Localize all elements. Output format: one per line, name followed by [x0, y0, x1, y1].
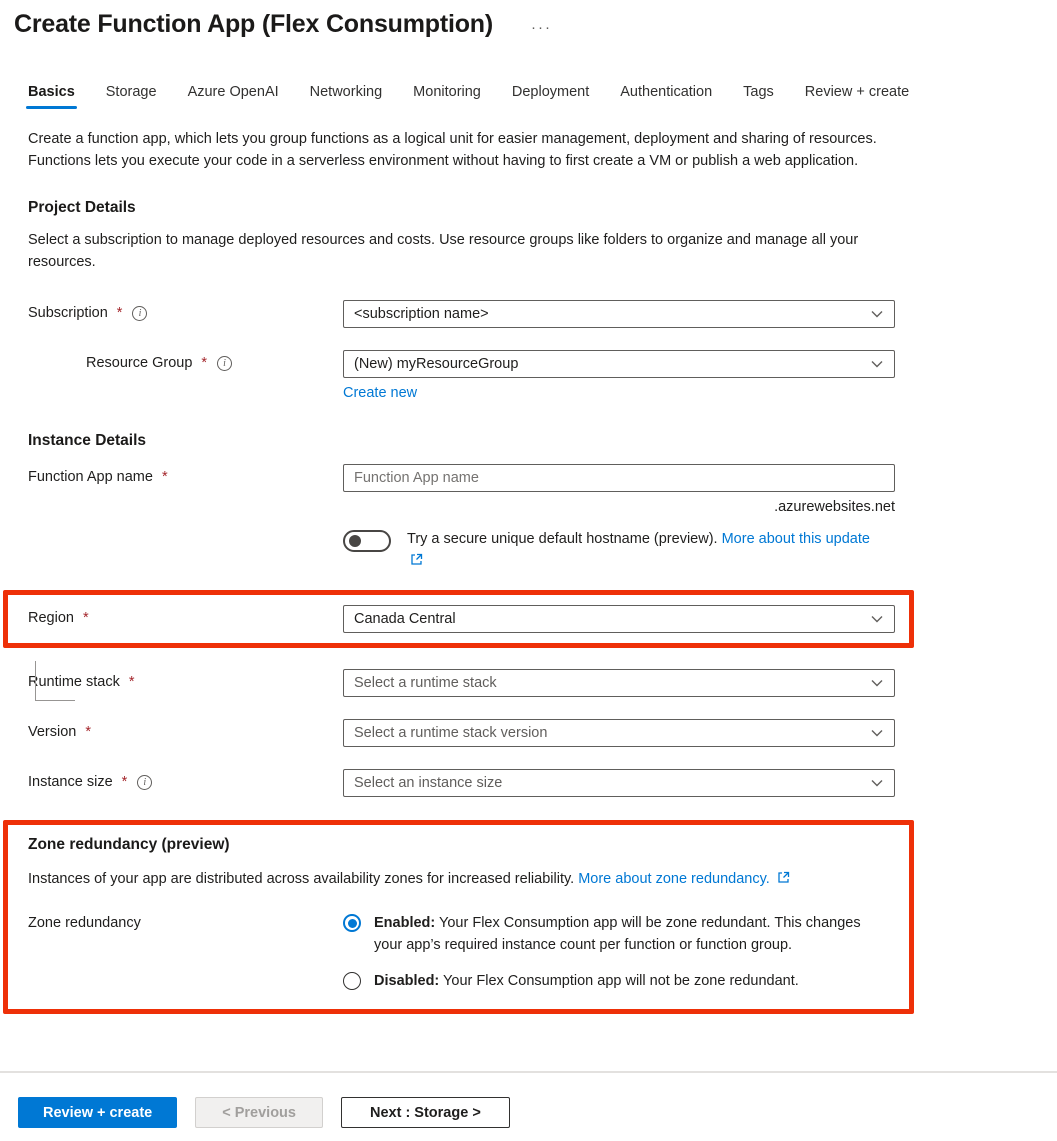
- runtime-stack-row: [28, 669, 1057, 697]
- intro-text: Create a function app, which lets you group functions as a logical unit for easier management, deployment and sharing of resources. Functions lets you execute your code in a serverless environment without having to first create a VM or publish a web application.: [28, 131, 877, 169]
- create-new-link[interactable]: Create new: [343, 385, 418, 401]
- basics-form: [0, 300, 1057, 1014]
- zone-redundancy-radio-group: [343, 912, 883, 992]
- footer-divider: [0, 1071, 1057, 1073]
- zone-redundancy-label: Zone redundancy: [28, 915, 141, 931]
- secure-hostname-toggle[interactable]: [343, 530, 391, 552]
- tab-basics[interactable]: Basics: [28, 84, 75, 109]
- info-icon[interactable]: i: [137, 775, 152, 790]
- secure-hostname-row: [343, 528, 895, 573]
- page-header: [0, 0, 1057, 39]
- required-asterisk: *: [121, 774, 128, 790]
- required-asterisk: *: [85, 724, 92, 740]
- version-label: Version *: [28, 724, 92, 740]
- external-link-icon: [777, 870, 790, 891]
- previous-button[interactable]: < Previous: [195, 1097, 323, 1128]
- function-app-name-field-wrap: [343, 464, 895, 492]
- function-app-name-input[interactable]: [354, 470, 884, 486]
- resource-group-connector: [35, 661, 75, 701]
- review-create-button[interactable]: Review + create: [18, 1097, 177, 1128]
- region-row: [28, 605, 896, 633]
- region-label: Region *: [28, 610, 89, 626]
- external-link-icon: [410, 551, 423, 573]
- zone-redundancy-enabled-radio[interactable]: [343, 914, 361, 932]
- required-asterisk: *: [128, 674, 135, 690]
- more-about-update-link[interactable]: More about this update: [721, 531, 870, 547]
- chevron-down-icon: [870, 726, 884, 740]
- subscription-label: Subscription * i: [28, 300, 343, 321]
- chevron-down-icon: [870, 776, 884, 790]
- chevron-down-icon: [870, 357, 884, 371]
- zone-redundancy-enabled-option: [343, 912, 883, 956]
- info-icon[interactable]: i: [217, 356, 232, 371]
- region-highlight-annotation: [3, 590, 914, 648]
- runtime-stack-select[interactable]: Select a runtime stack: [343, 669, 895, 697]
- domain-suffix: .azurewebsites.net: [774, 499, 895, 515]
- instance-size-label: Instance size * i: [28, 769, 343, 790]
- function-app-name-label: Function App name *: [28, 469, 168, 485]
- wizard-tabs: [0, 84, 1057, 109]
- tab-review-create[interactable]: Review + create: [804, 84, 910, 100]
- version-row: [28, 719, 1057, 747]
- resource-group-select[interactable]: (New) myResourceGroup: [343, 350, 895, 378]
- zone-redundancy-disabled-radio[interactable]: [343, 972, 361, 990]
- resource-group-label: Resource Group * i: [28, 350, 343, 371]
- chevron-down-icon: [870, 307, 884, 321]
- required-asterisk: *: [201, 355, 208, 371]
- chevron-down-icon: [870, 676, 884, 690]
- tab-tags[interactable]: Tags: [743, 84, 774, 100]
- info-icon[interactable]: i: [132, 306, 147, 321]
- required-asterisk: *: [116, 305, 123, 321]
- toggle-knob: [349, 535, 361, 547]
- instance-size-select[interactable]: Select an instance size: [343, 769, 895, 797]
- zone-redundancy-heading: Zone redundancy (preview): [28, 836, 230, 853]
- function-app-name-row: [28, 464, 1057, 573]
- project-details-description: Select a subscription to manage deployed resources and costs. Use resource groups like folders to organize and manage all your resources.: [28, 232, 859, 270]
- secure-hostname-text: Try a secure unique default hostname (preview). More about this update: [407, 528, 885, 573]
- tab-storage[interactable]: Storage: [105, 84, 157, 100]
- tab-authentication[interactable]: Authentication: [620, 84, 713, 100]
- instance-size-row: [28, 769, 1057, 797]
- instance-details-heading: Instance Details: [28, 432, 147, 449]
- resource-group-row: [28, 350, 1057, 402]
- required-asterisk: *: [82, 610, 89, 626]
- subscription-row: [28, 300, 1057, 328]
- page-title: Create Function App (Flex Consumption): [14, 10, 493, 38]
- zone-redundancy-highlight-annotation: [3, 820, 914, 1014]
- more-options-icon[interactable]: ···: [530, 19, 552, 36]
- zone-redundancy-disabled-text: Disabled: Your Flex Consumption app will not be zone redundant.: [374, 973, 799, 989]
- chevron-down-icon: [870, 612, 884, 626]
- zone-redundancy-enabled-text: Enabled: Your Flex Consumption app will be zone redundant. This changes your app’s required instance count per function or function group.: [374, 915, 861, 953]
- next-storage-button[interactable]: Next : Storage >: [341, 1097, 510, 1128]
- zone-redundancy-row: [28, 912, 896, 992]
- more-about-zone-redundancy-link[interactable]: More about zone redundancy.: [578, 871, 770, 887]
- tab-networking[interactable]: Networking: [309, 84, 383, 100]
- version-select[interactable]: Select a runtime stack version: [343, 719, 895, 747]
- tab-azure-openai[interactable]: Azure OpenAI: [187, 84, 279, 100]
- footer-actions: [18, 1097, 510, 1128]
- region-select[interactable]: Canada Central: [343, 605, 895, 633]
- project-details-heading: Project Details: [28, 199, 136, 216]
- tab-deployment[interactable]: Deployment: [511, 84, 590, 100]
- required-asterisk: *: [161, 469, 168, 485]
- zone-redundancy-description: Instances of your app are distributed across availability zones for increased reliability. More about zone redundancy.: [28, 869, 896, 891]
- zone-redundancy-disabled-option: [343, 970, 883, 992]
- runtime-stack-label: Runtime stack *: [28, 674, 135, 690]
- subscription-select[interactable]: <subscription name>: [343, 300, 895, 328]
- tab-monitoring[interactable]: Monitoring: [413, 84, 481, 100]
